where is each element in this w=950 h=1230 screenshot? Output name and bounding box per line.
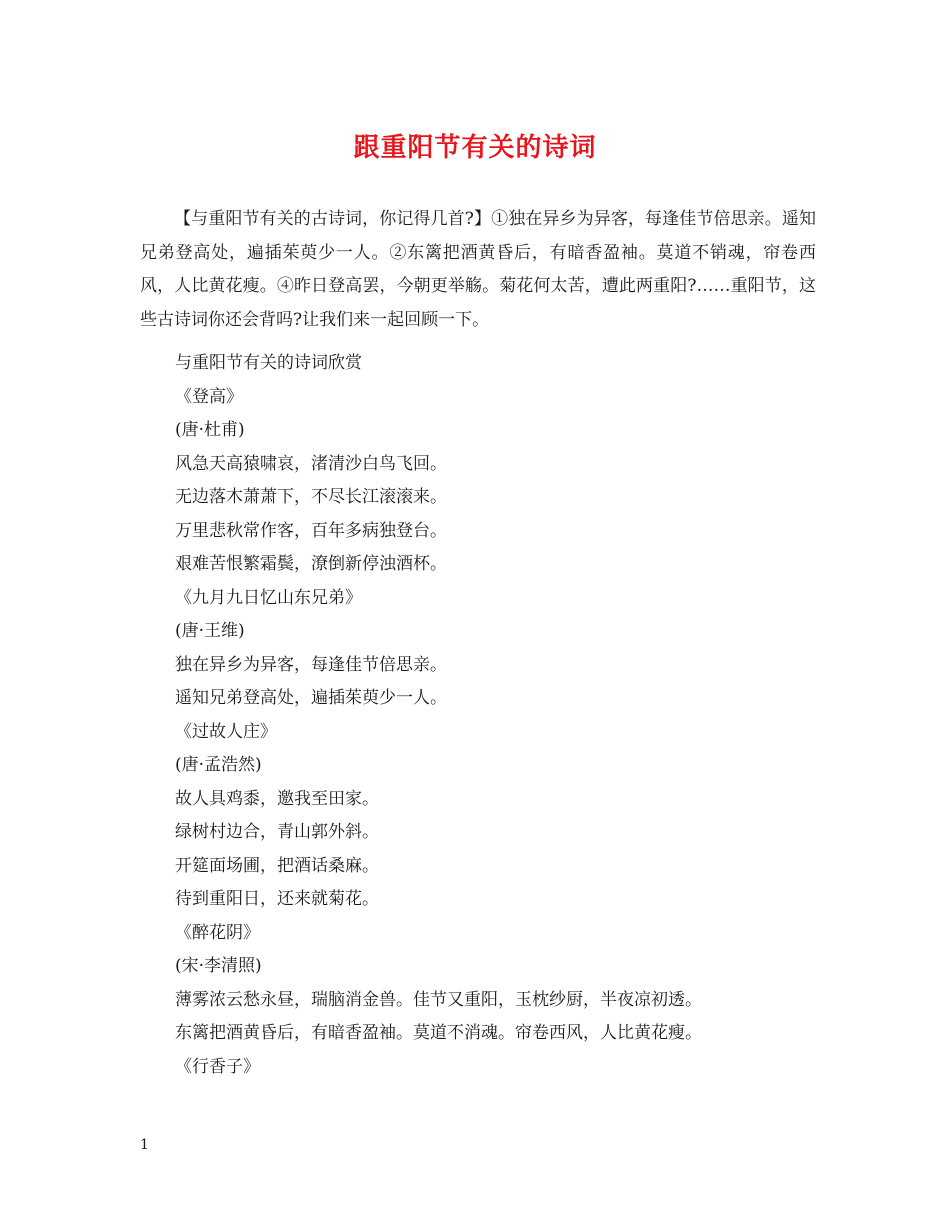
poem-line: 风急天高猿啸哀，渚清沙白鸟飞回。 bbox=[175, 453, 447, 474]
poem-author: (唐·孟浩然) bbox=[175, 755, 262, 775]
poem-author: (宋·李清照) bbox=[175, 956, 262, 976]
poem-line: 开筵面场圃，把酒话桑麻。 bbox=[175, 855, 379, 876]
poem-line: 薄雾浓云愁永昼，瑞脑消金兽。佳节又重阳，玉枕纱厨，半夜凉初透。 bbox=[175, 989, 702, 1010]
poem-author: (唐·王维) bbox=[175, 621, 245, 641]
poem-line: 绿树村边合，青山郭外斜。 bbox=[175, 822, 379, 842]
poem-title: 《九月九日忆山东兄弟》 bbox=[175, 587, 362, 608]
poem-title: 《行香子》 bbox=[175, 1056, 260, 1077]
poem-line: 待到重阳日，还来就菊花。 bbox=[175, 889, 379, 909]
poem-line: 万里悲秋常作客，百年多病独登台。 bbox=[175, 520, 447, 541]
page-title: 跟重阳节有关的诗词 bbox=[353, 133, 597, 163]
poem-line: 故人具鸡黍，邀我至田家。 bbox=[175, 788, 379, 809]
intro-paragraph: 【与重阳节有关的古诗词，你记得几首?】①独在异乡为异客，每逢佳节倍思亲。遥知兄弟登高处，遍插茱萸少一人。②东篱把酒黄昏后，有暗香盈袖。莫道不销魂，帘卷西风，人比黄花瘦。④昨日登高罢，今朝更举觞。菊花何太苦，遭此两重阳?……重阳节，这些古诗词你还会背吗?让我们来一起回顾一下。 bbox=[140, 209, 816, 330]
poem-lines bbox=[175, 347, 825, 1084]
poem-line: 艰难苦恨繁霜鬓，潦倒新停浊酒杯。 bbox=[175, 554, 447, 574]
poem-line: 独在异乡为异客，每逢佳节倍思亲。 bbox=[175, 654, 447, 675]
poem-author: (唐·杜甫) bbox=[175, 420, 245, 440]
page-number: 1 bbox=[140, 1137, 149, 1153]
poem-line: 东篱把酒黄昏后，有暗香盈袖。莫道不消魂。帘卷西风，人比黄花瘦。 bbox=[175, 1023, 702, 1043]
poem-line: 无边落木萧萧下，不尽长江滚滚来。 bbox=[175, 487, 447, 507]
poem-title: 《醉花阴》 bbox=[175, 922, 260, 943]
poem-line: 遥知兄弟登高处，遍插茱萸少一人。 bbox=[175, 688, 447, 708]
section-heading: 与重阳节有关的诗词欣赏 bbox=[175, 353, 362, 373]
poem-title: 《登高》 bbox=[175, 386, 243, 407]
poem-title: 《过故人庄》 bbox=[175, 721, 277, 742]
